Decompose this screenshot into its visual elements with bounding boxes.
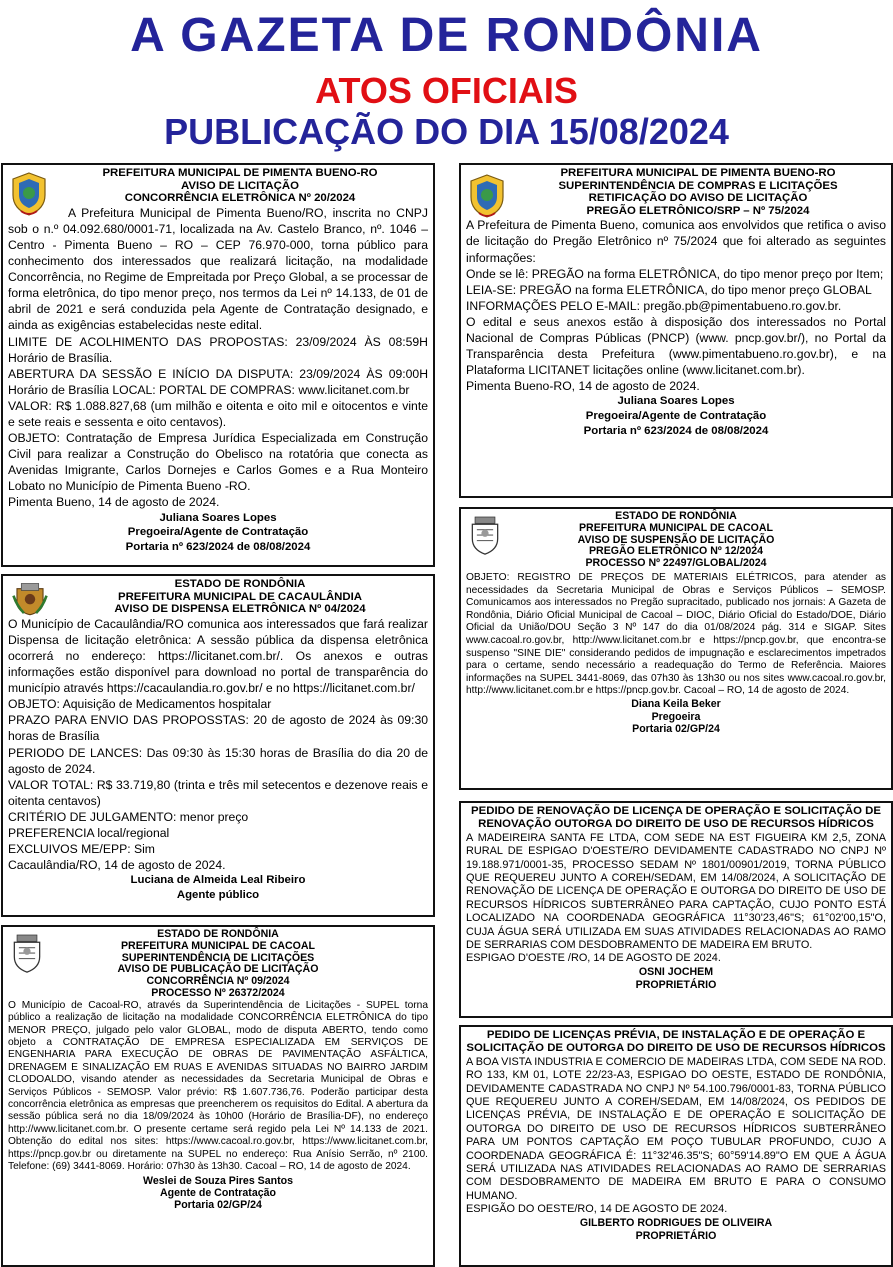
notice-body <box>466 572 886 698</box>
signature-block <box>466 1217 886 1243</box>
heading-line: ESTADO DE RONDÔNIA <box>157 928 279 940</box>
paragraph: Pimenta Bueno, 14 de agosto de 2024. <box>8 495 220 510</box>
masthead <box>0 0 893 160</box>
paragraph: PERIODO DE LANCES: Das 09:30 às 15:30 horas de Brasília do dia 20 de agosto de 2024. <box>8 745 428 776</box>
newspaper-title: A GAZETA DE RONDÔNIA <box>130 9 763 62</box>
signatory-role: PROPRIETÁRIO <box>635 978 717 991</box>
heading-line: AVISO DE PUBLICAÇÃO DE LICITAÇÃO <box>117 963 319 976</box>
cacoal-coat-of-arms-icon <box>8 933 46 975</box>
heading-line: PREGÃO ELETRÔNICO Nº 12/2024 <box>588 545 763 558</box>
signatory-name: OSNI JOCHEM <box>638 965 714 978</box>
notice-heading <box>8 929 428 1000</box>
notice-cacaulandia-dispensa <box>1 574 435 917</box>
signatory-name: Luciana de Almeida Leal Ribeiro <box>130 874 306 887</box>
notice-heading <box>466 511 886 570</box>
paragraph: Pimenta Bueno-RO, 14 de agosto de 2024. <box>466 379 700 394</box>
heading-line: PREGÃO ELETRÔNICO/SRP – Nº 75/2024 <box>586 204 810 217</box>
heading-line: PEDIDO DE LICENÇAS PRÉVIA, DE INSTALAÇÃO E DE OPERAÇÃO E <box>486 1029 866 1041</box>
notice-body <box>8 616 428 874</box>
paragraph: OBJETO: REGISTRO DE PREÇOS DE MATERIAIS ELÉTRICOS, para atender as necessidades da Secretaria Municipal de Obras e Serviços Públicos – SEMOSP. Comunicamos aos interessados no Pregão supracitado, publicado nos jornais: A Gazeta de Rondônia, Diário Oficial Municipal de Cacoal – DIOC, Diário Oficial do Estado/DOE, Diário Oficial da União/DOU Seção 3 Nº 147 do dia 01/08/2024 pág. 314 e SIGAP. Sites www.cacoal.ro.gov.br, http://www.licitanet.com.br e https://pncp.gov.br, que encontra-se suspenso "SINE DIE" considerando pedidos de impugnação e esclarecimentos impetrados para o certame, sendo necessário a readequação do Termo de Referência. Maiores informações na SUPEL 3441-8069, das 07h30 às 13h30 ou nos sites www.cacoal.ro.gov.br, http://www.licitanet.com.br e https://pncp.gov.br. Cacoal – RO, 14 de agosto de 2024. <box>466 571 886 697</box>
heading-line: PREFEITURA MUNICIPAL DE PIMENTA BUENO-RO <box>102 167 378 179</box>
notice-heading <box>8 578 428 616</box>
paragraph: OBJETO: Aquisição de Medicamentos hospitalar <box>8 697 272 712</box>
paragraph: ESPIGÃO DO OESTE/RO, 14 DE AGOSTO DE 2024. <box>466 1203 728 1216</box>
signatory-ordinance: Portaria nº 623/2024 de 08/08/2024 <box>583 425 769 438</box>
notice-heading <box>466 805 886 832</box>
signatory-role: Pregoeira <box>651 710 701 723</box>
notice-body <box>466 832 886 966</box>
notice-heading <box>466 167 886 217</box>
signature-block <box>466 966 886 992</box>
notice-body <box>466 1056 886 1217</box>
paragraph: EXCLUIVOS ME/EPP: Sim <box>8 842 155 857</box>
heading-line: RETIFICAÇÃO DO AVISO DE LICITAÇÃO <box>588 192 808 205</box>
heading-line: PREFEITURA MUNICIPAL DE CACOAL <box>120 939 316 952</box>
heading-line: PROCESSO Nº 22497/GLOBAL/2024 <box>585 557 767 570</box>
signature-block <box>8 873 428 903</box>
pimenta-bueno-coat-of-arms-icon <box>8 171 50 217</box>
signatory-role: Agente de Contratação <box>160 1187 276 1200</box>
heading-line: ESTADO DE RONDÔNIA <box>615 510 737 522</box>
notice-body <box>466 217 886 394</box>
paragraph: A Prefeitura Municipal de Pimenta Bueno/RO, inscrita no CNPJ sob o n.º 04.092.680/0001-71, localizada na Av. Castelo Branco, nº. 1046 – Centro - Pimenta Bueno – RO – CEP 76.970-000, torna público para conhecimento dos interessados que realizará licitação, na modalidade Concorrência, no Regime de Empreitada por Preço Global, a se processar de forma eletrônica, do tipo menor preço, nos termos da Lei nº 14.133, de 01 de abril de 2021 e será conduzida pela Agente de Contratação designado, e ainda as exigências estabelecidas neste edital. <box>8 205 428 333</box>
notice-boa-vista-madeiras <box>459 1025 893 1267</box>
paragraph: Onde se lê: PREGÃO na forma ELETRÔNICA, do tipo menor preço por Item; <box>466 266 884 281</box>
heading-line: SOLICITAÇÃO DE OUTORGA DO DIREITO DE USO DE RECURSOS HÍDRICOS <box>466 1042 886 1055</box>
signature-block <box>466 394 886 439</box>
signatory-role: PROPRIETÁRIO <box>635 1229 717 1242</box>
signatory-role: Pregoeira/Agente de Contratação <box>585 410 767 423</box>
paragraph: Cacaulândia/RO, 14 de agosto de 2024. <box>8 858 226 873</box>
notice-pimenta-bueno-retificacao <box>459 163 893 498</box>
paragraph: PRAZO PARA ENVIO DAS PROPOSSTAS: 20 de agosto de 2024 às 09:30 horas de Brasília <box>8 713 428 744</box>
heading-line: PEDIDO DE RENOVAÇÃO DE LICENÇA DE OPERAÇÃO E SOLICITAÇÃO DE <box>471 805 881 817</box>
section-title: ATOS OFICIAIS <box>315 70 578 111</box>
notice-body <box>8 1000 428 1174</box>
heading-line: PREFEITURA MUNICIPAL DE CACAULÂNDIA <box>117 590 363 603</box>
paragraph: LEIA-SE: PREGÃO na forma ELETRÔNICA, do tipo menor preço GLOBAL <box>466 282 872 297</box>
paragraph: ESPIGAO D'OESTE /RO, 14 DE AGOSTO DE 2024. <box>466 952 721 965</box>
paragraph: A BOA VISTA INDUSTRIA E COMERCIO DE MADEIRAS LTDA, COM SEDE NA ROD. RO 133, KM 01, LOTE 22/23-A3, ESPIGAO DO OESTE, ESTADO DE RONDÔNIA, DEVIDAMENTE CADASTRADA NO CNPJ Nº 54.100.796/0001-83, TORNA PÚBLICO QUE REQUEREU JUNTO A COREH/SEDAM, EM 14/08/2024, OS PEDIDOS DE LICENÇAS PRÉVIA, DE INSTALAÇÃO E DE OPERAÇÃO E SOLICITAÇÃO DE OUTORGA DO DIREITO DE USO DE RECURSOS HÍDRICOS SUBTERRÂNEO PARA UM PONTOS CAPTAÇÃO EM POÇO TUBULAR PROFUNDO, CUJO A COORDENADA GEOGRÁFICA É: 11°32'46.35"S; 60°59'14.89"O EM QUE A ÁGUA SERÁ UTILIZADA NAS ATIVIDADES RELACIONADAS AO RAMO DE SERRARIAS COM DESDOBRAMENTO DE MADEIRA EM BRUTO E PARA O CONSUMO HUMANO. <box>466 1055 886 1202</box>
notice-madeireira-santa-fe <box>459 801 893 1018</box>
signatory-ordinance: Portaria 02/GP/24 <box>174 1199 262 1212</box>
heading-line: CONCORRÊNCIA Nº 09/2024 <box>146 975 290 988</box>
paragraph: O Município de Cacoal-RO, através da Superintendência de Licitações - SUPEL torna público a realização de licitação na modalidade CONCORRÊNCIA ELETRÔNICA do tipo MENOR PREÇO, julgado pelo valor GLOBAL, modo de disputa ABERTO, tendo como objeto a CONTRATAÇÃO DE EMPRESA ESPECIALIZADA EM SERVIÇOS DE ENGENHARIA PARA EXECUÇÃO DE OBRAS DE PAVIMENTAÇÃO ASFÁLTICA, DRENAGEM E SINALIZAÇÃO EM RUAS E AVENIDAS SITUADAS NO BAIRRO JARDIM CLODOALDO, visando atender as necessidades da Secretaria Municipal de Obras e Serviços Públicos - SEMOSP. Valor prévio: R$ 1.607.736,76. Poderão participar desta concorrência eletrônica as empresas que preencherem os requisitos do Edital. A abertura da sessão pública será no dia 18/09/2024 às 10h00 (Horário de Brasília-DF), no endereço http://www.licitanet.com.br. O presente certame será regido pela Lei Nº 14.133 de 2021. Obtenção do edital nos sites: https://www.cacoal.ro.gov.br, https://www.licitanet.com.br, https://pncp.gov.br ou diretamente na SUPEL no endereço: Rua Anísio Serrão, nº 2100. Telefone: (69) 3441-8069. Horário: 07h30 às 13h30. Cacoal – RO, 14 de agosto de 2024. <box>8 999 428 1173</box>
signatory-role: Pregoeira/Agente de Contratação <box>127 526 309 539</box>
signatory-name: GILBERTO RODRIGUES DE OLIVEIRA <box>579 1216 773 1229</box>
paragraph: A MADEIREIRA SANTA FE LTDA, COM SEDE NA EST FIGUEIRA KM 2,5, ZONA RURAL DE ESPIGAO D'OESTE/RO DEVIDAMENTE CADASTRADO NO CNPJ Nº 19.188.971/0001-35, PROCESSO SEDAM Nº 1801/00901/2019, TORNA PÚBLICO QUE REQUEREU JUNTO A COREH/SEDAM, EM 14/08/2024, A SOLICITAÇÃO DE RENOVAÇÃO DE LICENÇA DE OPERAÇÃO E OUTORGA DO DIREITO DE USO DE RECURSOS HÍDRICOS SUBTERRÂNEO PARA CAPTAÇÃO, CUJO PONTO ESTÁ LOCALIZADO NA COORDENADA GEOGRÁFICA 11°30'23,46"S; 61°02'00,15"O, CUJA ÁGUA SERÁ UTILIZADA EM SUAS ATIVIDADES RELACIONADAS AO RAMO DE SERRARIAS COM DESDOBRAMENTO DE MADEIRA EM BRUTO. <box>466 831 886 952</box>
signatory-role: Agente público <box>176 889 260 902</box>
signatory-ordinance: Portaria 02/GP/24 <box>632 723 720 736</box>
pimenta-bueno-coat-of-arms-icon <box>466 173 508 219</box>
paragraph: INFORMAÇÕES PELO E-MAIL: pregão.pb@pimentabueno.ro.gov.br. <box>466 298 842 313</box>
heading-line: SUPERINTENDÊNCIA DE COMPRAS E LICITAÇÕES <box>558 179 838 192</box>
heading-line: SUPERINTENDÊNCIA DE LICITAÇÕES <box>121 951 315 964</box>
paragraph: CRITÉRIO DE JULGAMENTO: menor preço <box>8 809 249 824</box>
notice-body <box>8 205 428 511</box>
paragraph: O Município de Cacaulândia/RO comunica aos interessados que fará realizar Dispensa de licitação eletrônica: A sessão pública da dispensa eletrônica ocorrerá no endereço: https://licitanet.com.br/. Os anexos e outras informações estão disponível para download no portal de transparência do município através https://cacaulandia.ro.gov.br/ e no https://licitanet.com.br/ <box>8 616 428 696</box>
signatory-name: Weslei de Souza Pires Santos <box>143 1175 293 1188</box>
paragraph: OBJETO: Contratação de Empresa Jurídica Especializada em Construção Civil para realizar a Construção do Obelisco na rotatória que conecta as Avenidas Imigrante, Carlos Dornejes e Carlos Gomes e a Rua Monteiro Lobato no Município de Pimenta Bueno -RO. <box>8 431 428 494</box>
notice-cacoal-suspensao <box>459 507 893 790</box>
signatory-ordinance: Portaria nº 623/2024 de 08/08/2024 <box>125 540 311 553</box>
heading-line: ESTADO DE RONDÔNIA <box>174 578 306 590</box>
signatory-name: Diana Keila Beker <box>631 697 721 710</box>
signatory-name: Juliana Soares Lopes <box>617 395 735 408</box>
signature-block <box>8 511 428 555</box>
heading-line: AVISO DE SUSPENSÃO DE LICITAÇÃO <box>577 533 775 546</box>
paragraph: LIMITE DE ACOLHIMENTO DAS PROPOSTAS: 23/09/2024 ÀS 08:59H Horário de Brasília. <box>8 334 428 365</box>
paragraph: VALOR: R$ 1.088.827,68 (um milhão e oitenta e oito mil e oitocentos e vinte e sete reais e sessenta e oito centavos). <box>8 398 428 429</box>
paragraph: ABERTURA DA SESSÃO E INÍCIO DA DISPUTA: 23/09/2024 ÀS 09:00H Horário de Brasília LOCAL: PORTAL DE COMPRAS: www.licitanet.com.br <box>8 366 428 397</box>
notice-cacoal-concorrencia <box>1 925 435 1267</box>
signature-block <box>8 1176 428 1211</box>
heading-line: PREFEITURA MUNICIPAL DE PIMENTA BUENO-RO <box>560 167 836 179</box>
signature-block <box>466 698 886 736</box>
heading-line: PREFEITURA MUNICIPAL DE CACOAL <box>578 521 774 534</box>
paragraph: O edital e seus anexos estão à disposição dos interessados no Portal Nacional de Compras Públicas (PNCP) (www. pncp.gov.br/), no Portal da Transparência desta Prefeitura (www.pimentabueno.ro.gov.br), e na Plataforma LICITANET licitações online (www.licitanet.com.br). <box>466 314 886 378</box>
heading-line: AVISO DE DISPENSA ELETRÔNICA Nº 04/2024 <box>114 603 366 616</box>
notice-pimenta-bueno-concorrencia <box>1 163 435 567</box>
heading-line: RENOVAÇÃO OUTORGA DO DIREITO DE USO DE RECURSOS HÍDRICOS <box>478 818 874 831</box>
cacaulandia-coat-of-arms-icon <box>8 580 52 620</box>
heading-line: CONCORRÊNCIA ELETRÔNICA Nº 20/2024 <box>124 192 356 205</box>
signatory-name: Juliana Soares Lopes <box>159 511 277 524</box>
cacoal-coat-of-arms-icon <box>466 515 504 557</box>
heading-line: PROCESSO Nº 26372/2024 <box>151 986 285 999</box>
paragraph: VALOR TOTAL: R$ 33.719,80 (trinta e três mil setecentos e dezenove reais e oitenta centavos) <box>8 777 428 808</box>
paragraph: A Prefeitura de Pimenta Bueno, comunica aos envolvidos que retifica o aviso de licitação do Pregão Eletrônico nº 75/2024 que foi alterado as seguintes informações: <box>466 218 886 265</box>
notice-heading <box>8 167 428 205</box>
publication-date: PUBLICAÇÃO DO DIA 15/08/2024 <box>164 111 729 152</box>
notice-heading <box>466 1029 886 1056</box>
paragraph: PREFERENCIA local/regional <box>8 826 170 840</box>
heading-line: AVISO DE LICITAÇÃO <box>181 179 299 192</box>
